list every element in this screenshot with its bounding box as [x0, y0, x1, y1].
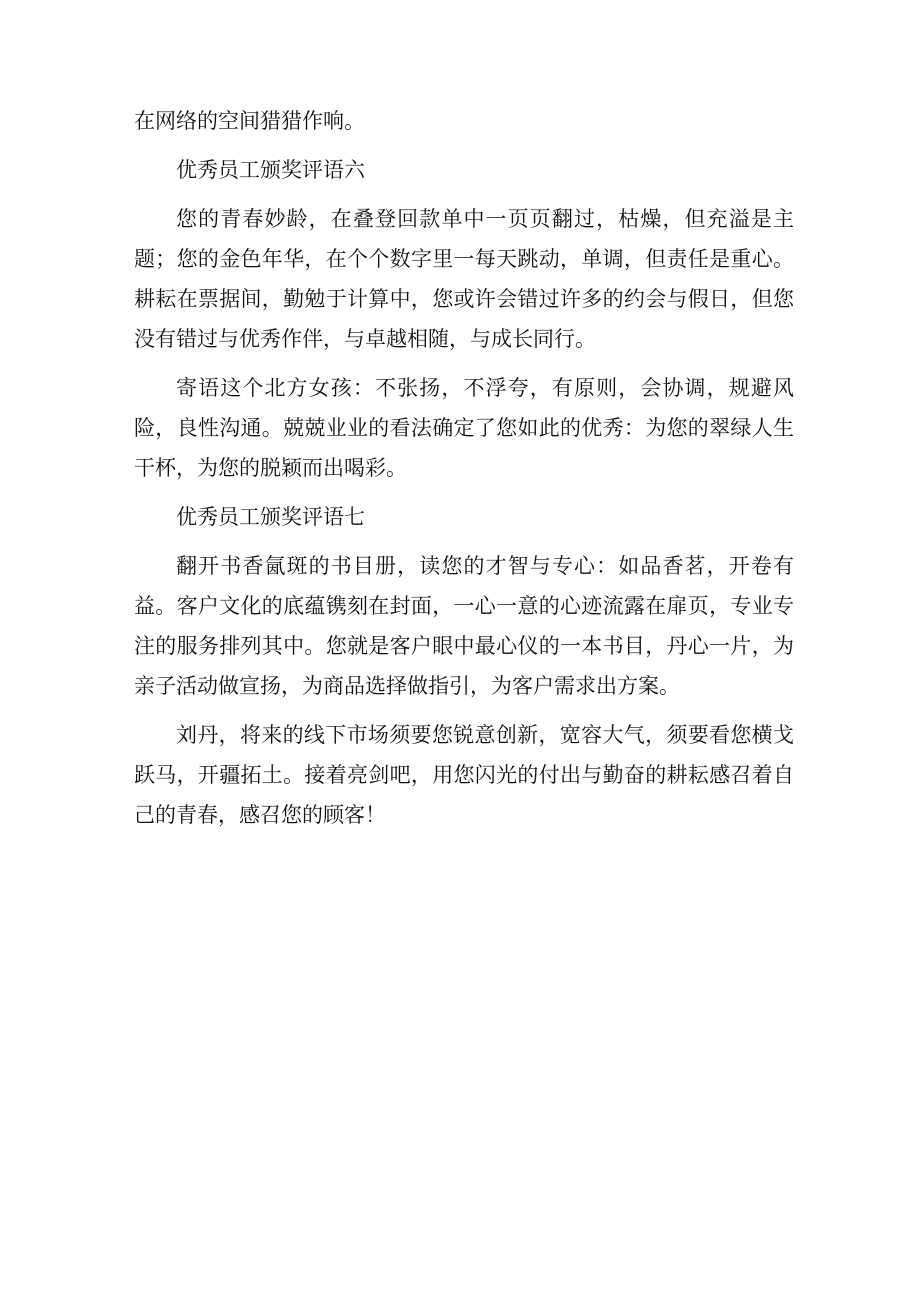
paragraph-seven-a: 翻开书香氤斑的书目册，读您的才智与专心：如品香茗，开卷有益。客户文化的底蕴镌刻在封面，一心一意的心迹流露在扉页，专业专注的服务排列其中。您就是客户眼中最心仪的一本书目，丹心一片，为亲子活动做宣扬，为商品选择做指引，为客户需求出方案。 — [134, 554, 794, 698]
paragraph-six-a: 您的青春妙龄，在叠登回款单中一页页翻过，枯燥，但充溢是主题；您的金色年华，在个个数字里一每天跳动，单调，但责任是重心。耕耘在票据间，勤勉于计算中，您或许会错过许多的约会与假日，但您没有错过与优秀作伴，与卓越相随，与成长同行。 — [134, 207, 794, 351]
paragraph-seven-b: 刘丹，将来的线下市场须要您锐意创新，宽容大气，须要看您横戈跃马，开疆拓土。接着亮剑吧，用您闪光的付出与勤奋的耕耘感召着自己的青春，感召您的顾客！ — [134, 723, 794, 827]
section-heading-six: 优秀员工颁奖评语六 — [176, 158, 365, 182]
paragraph-continuation: 在网络的空间猎猎作响。 — [134, 109, 365, 133]
section-heading-seven: 优秀员工颁奖评语七 — [176, 505, 365, 529]
document-body — [134, 101, 794, 844]
paragraph-six-b: 寄语这个北方女孩：不张扬，不浮夸，有原则，会协调，规避风险，良性沟通。兢兢业业的看法确定了您如此的优秀：为您的翠绿人生干杯，为您的脱颖而出喝彩。 — [134, 376, 794, 480]
